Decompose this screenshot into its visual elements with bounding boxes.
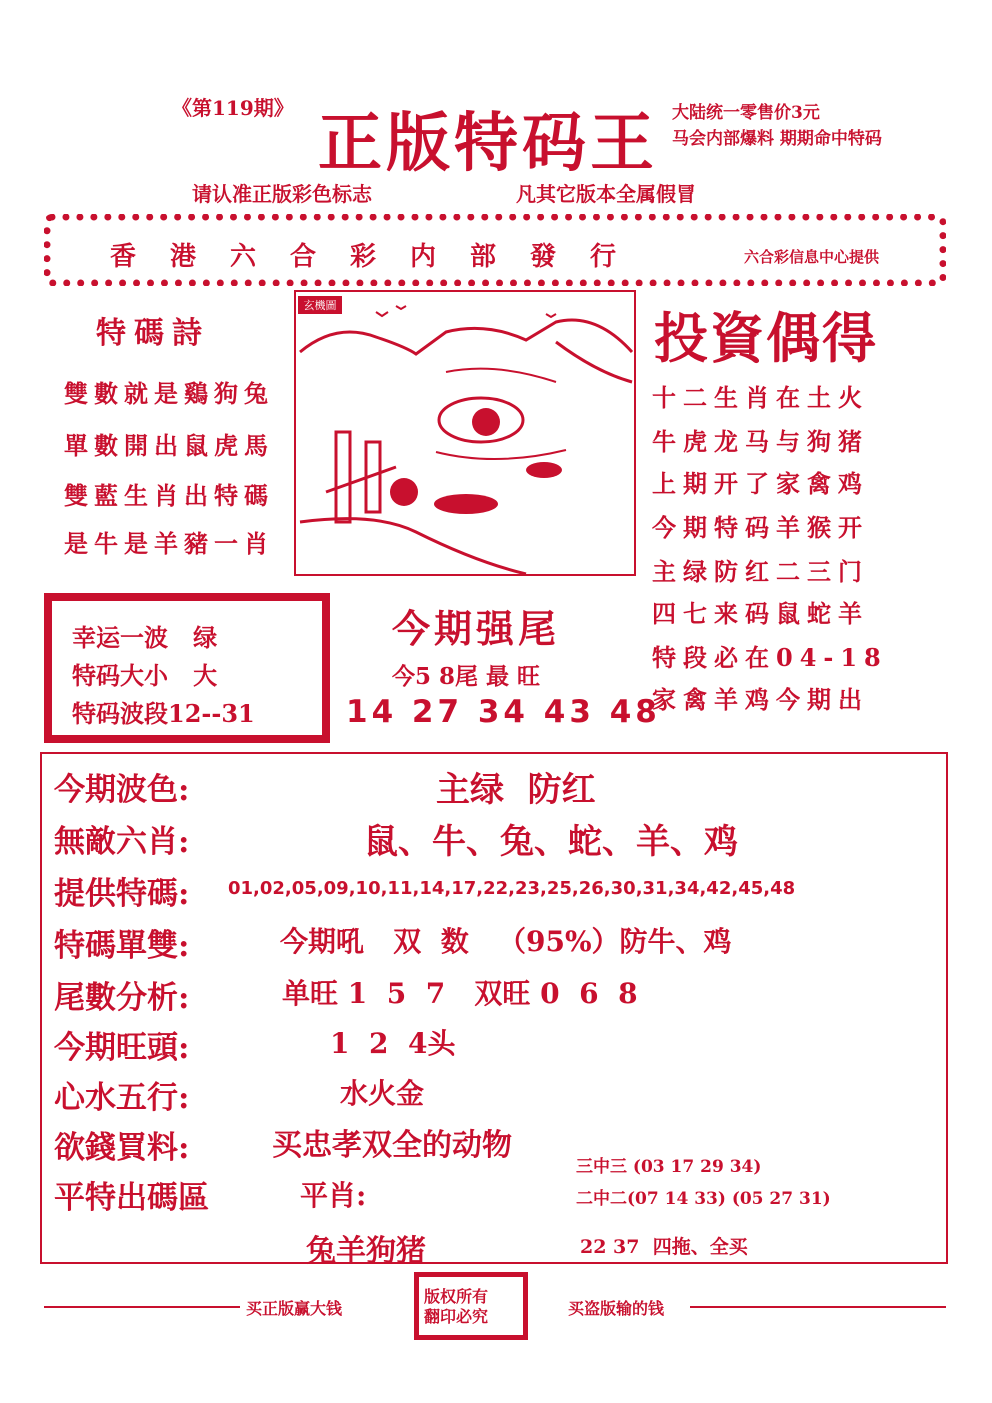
invest-line: 牛虎龙马与狗猪: [652, 427, 869, 456]
strong-tail-sub: 今5 8尾 最 旺: [392, 663, 541, 690]
zone-line-3: 22 37 四拖、全买: [580, 1236, 748, 1258]
poem-title: 特碼詩: [96, 316, 210, 351]
shore-line: [300, 519, 526, 574]
odd-even-value: 今期吼 双 数 （95%）防牛、鸡: [280, 925, 732, 958]
lucky-range-value: 12--31: [168, 699, 255, 728]
lucky-wave: [72, 618, 217, 653]
six-zodiac-value: 鼠、牛、兔、蛇、羊、鸡: [364, 822, 738, 862]
invest-title: 投資偶得: [654, 306, 878, 370]
odd-even-label: 特碼單雙:: [54, 928, 190, 964]
codes-value: 01,02,05,09,10,11,14,17,22,23,25,26,30,31,34,42,45,48: [228, 878, 796, 899]
lucky-wave-label: 幸运一波: [72, 623, 168, 652]
water-line: [446, 369, 556, 382]
banner-note: 六合彩信息中心提供: [744, 248, 880, 266]
lucky-size-value: 大: [193, 661, 218, 690]
footer-rule-right: [690, 1306, 946, 1308]
duck-wing: [472, 408, 500, 436]
tail-value: 单旺 1 5 7 双旺 0 6 8: [282, 977, 638, 1010]
zone-line-1: 三中三 (03 17 29 34): [576, 1157, 762, 1177]
strong-tail-title: 今期强尾: [392, 606, 561, 651]
zone-animals: 兔羊狗猪: [306, 1234, 426, 1269]
zone-flat: 平肖:: [300, 1179, 367, 1212]
poem-line: 雙數就是鷄狗兔: [64, 379, 274, 408]
footer-right-text: 买盗版输的钱: [568, 1299, 665, 1318]
banner-text: 香港六合彩内部發行: [110, 242, 651, 272]
zone-line-2: 二中二(07 14 33) (05 27 31): [576, 1189, 831, 1209]
poem-line: 雙藍生肖出特碼: [64, 481, 274, 510]
price-note: 大陆统一零售价3元: [672, 103, 820, 123]
authentic-note: 请认准正版彩色标志: [192, 182, 372, 206]
mountain-outline: [300, 320, 632, 354]
rock-icon: [434, 494, 498, 514]
lucky-size: [72, 656, 217, 691]
bird-icons: [376, 306, 556, 317]
slogan: 马会内部爆料 期期命中特码: [672, 129, 882, 149]
ripple-line: [436, 450, 566, 459]
fence-icon: [336, 432, 380, 522]
issue-number: 《第119期》: [172, 96, 294, 120]
bush-icon: [390, 478, 418, 506]
page-title: 正版特码王: [318, 106, 658, 181]
lucky-wave-value: 绿: [193, 623, 218, 652]
copyright-line-1: 版权所有: [424, 1287, 489, 1306]
strong-tail-numbers: 14 27 34 43 48: [346, 694, 661, 730]
invest-line: 特段必在04-18: [652, 643, 888, 672]
riddle-picture: [294, 290, 636, 576]
tail-label: 尾數分析:: [54, 980, 190, 1016]
fake-note: 凡其它版本全属假冒: [516, 182, 696, 206]
invest-line: 十二生肖在土火: [652, 383, 869, 412]
hill-line: [556, 342, 632, 382]
invest-line: 家禽羊鸡今期出: [652, 685, 869, 714]
buy-value: 买忠孝双全的动物: [272, 1128, 512, 1163]
footer-rule-left: [44, 1306, 240, 1308]
lucky-size-label: 特码大小: [72, 661, 168, 690]
poem-line: 單數開出鼠虎馬: [64, 431, 274, 460]
zone-label: 平特出碼區: [54, 1180, 209, 1216]
invest-line: 四七来码鼠蛇羊: [652, 599, 869, 628]
footer-left-text: 买正版赢大钱: [246, 1299, 343, 1318]
six-zodiac-label: 無敵六肖:: [54, 824, 190, 860]
head-value: 1 2 4头: [330, 1027, 456, 1060]
head-label: 今期旺頭:: [54, 1030, 190, 1066]
duckling-icon: [526, 462, 562, 478]
lucky-range: [72, 694, 255, 729]
landscape-illustration: [296, 292, 634, 574]
copyright-line-2: 翻印必究: [424, 1307, 489, 1326]
codes-label: 提供特碼:: [54, 876, 190, 912]
buy-label: 欲錢買料:: [54, 1130, 190, 1166]
color-label: 今期波色:: [54, 772, 190, 808]
invest-line: 上期开了家禽鸡: [652, 469, 869, 498]
picture-stamp: 玄機圖: [303, 299, 337, 312]
lucky-range-label: 特码波段: [72, 699, 168, 728]
element-label: 心水五行:: [54, 1080, 190, 1116]
poem-line: 是牛是羊豬一肖: [64, 529, 274, 558]
color-value: 主绿 防红: [436, 770, 596, 810]
invest-line: 主绿防红二三门: [652, 557, 869, 586]
element-value: 水火金: [340, 1077, 425, 1110]
invest-line: 今期特码羊猴开: [652, 513, 869, 542]
